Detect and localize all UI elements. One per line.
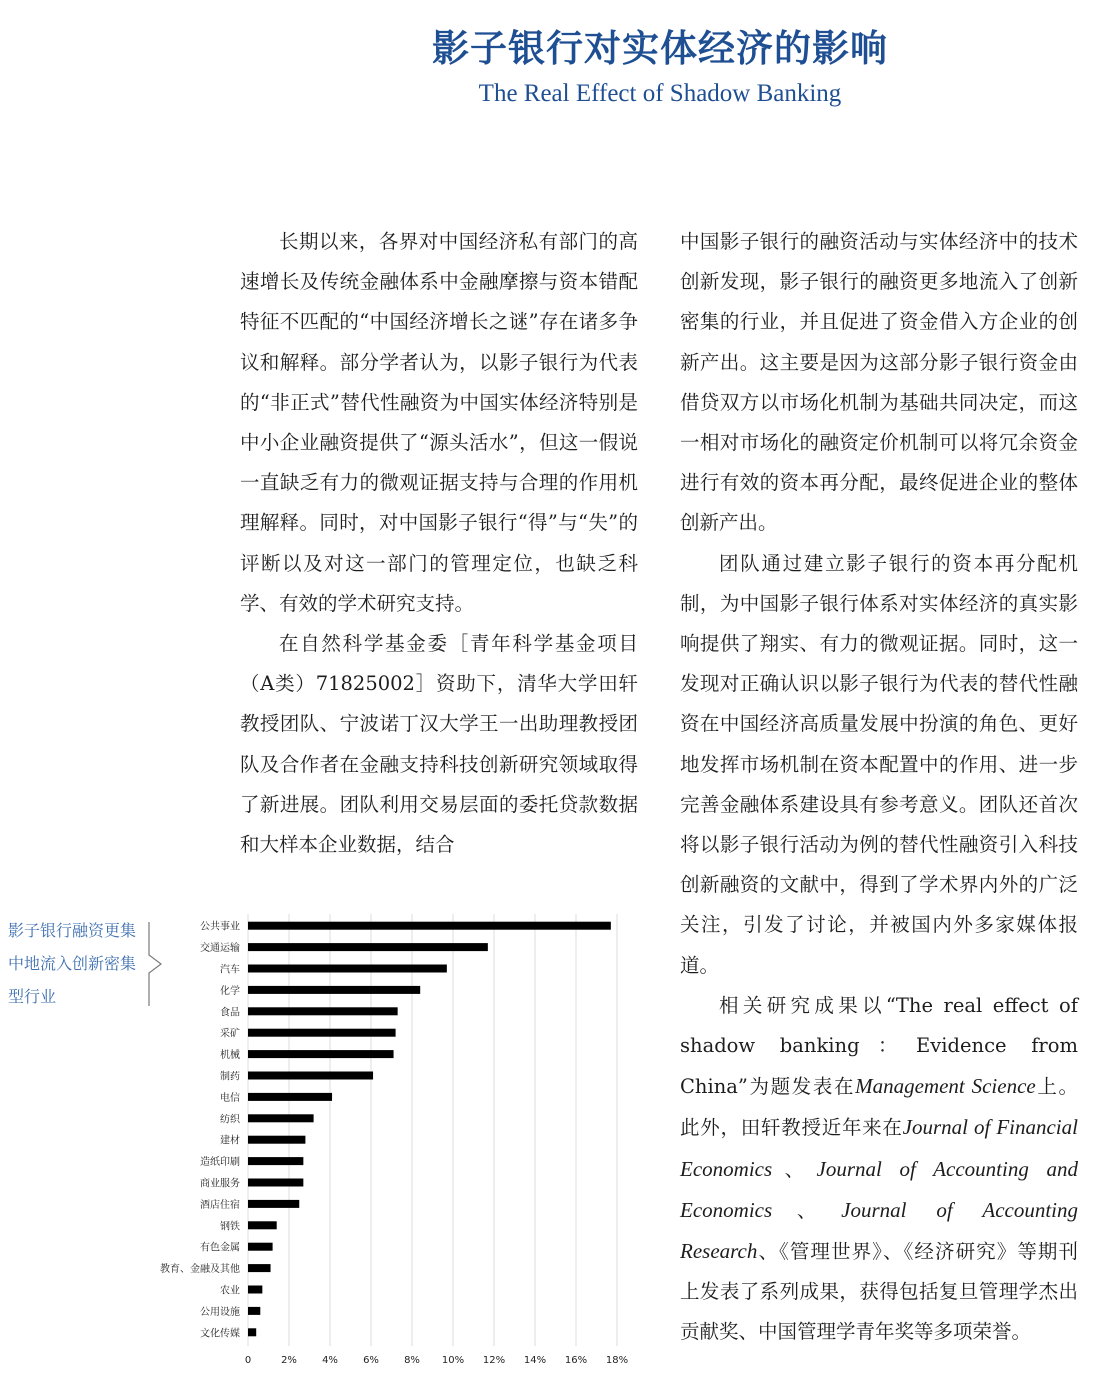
paragraph-significance: 团队通过建立影子银行的资本再分配机制，为中国影子银行体系对实体经济的真实影响提供了翔实、有力的微观证据。同时，这一发现对正确认识以影子银行为代表的替代性融资在中国经济高质量发展中扮演的角色、更好地发挥市场机制在资本配置中的作用、进一步完善金融体系建设具有参考意义。团队还首次将以影子银行活动为例的替代性融资引入科技创新融资的文献中，得到了学术界内外的广泛关注，引发了讨论，并被国内外多家媒体报道。 [680, 551, 1078, 977]
paragraph-publication [680, 986, 1078, 1353]
x-tick-label: 0 [244, 1355, 252, 1366]
category-label: 交通运输 [200, 943, 240, 955]
left-column [240, 222, 638, 865]
bar-chart [130, 912, 650, 1372]
x-tick-label: 2% [281, 1355, 297, 1366]
bar [248, 1264, 271, 1272]
publication-text: 相关研究成果以“The real effect of shadow banking：Evidence from China”为题发表在 [680, 993, 1078, 1099]
journal-name: Management Science [855, 1074, 1036, 1099]
bar [248, 1072, 373, 1080]
category-label: 电信 [220, 1092, 240, 1104]
chart-caption: 影子银行融资更集中地流入创新密集型行业 [8, 921, 137, 1006]
category-label: 有色金属 [200, 1242, 240, 1254]
right-column [680, 222, 1078, 1353]
category-label: 食品 [220, 1007, 240, 1019]
bar [248, 1179, 303, 1187]
x-tick-label: 16% [564, 1355, 588, 1366]
bar [248, 1007, 398, 1015]
category-label: 建材 [220, 1135, 240, 1147]
journal-name: Journal of Financial Economics [680, 1115, 1078, 1181]
x-tick-label: 6% [363, 1355, 379, 1366]
journal-name: Journal of Accounting Research [680, 1197, 1078, 1264]
bar [248, 943, 488, 951]
publication-text: 上。此外，田轩教授近年来在 [680, 1075, 1078, 1140]
category-label: 汽车 [220, 964, 240, 976]
bar [248, 1307, 260, 1315]
bar [248, 1328, 256, 1336]
bar [248, 1114, 314, 1122]
category-label: 化学 [220, 985, 240, 997]
category-label: 教育、金融及其他 [160, 1264, 240, 1276]
bar [248, 1200, 299, 1208]
category-label: 钢铁 [220, 1221, 240, 1233]
x-tick-label: 8% [404, 1355, 420, 1366]
category-label: 农业 [220, 1285, 240, 1297]
category-label: 酒店住宿 [200, 1199, 240, 1211]
page-title: 影子银行对实体经济的影响 [432, 27, 888, 70]
category-label: 纺织 [220, 1114, 240, 1126]
category-label: 公共事业 [200, 921, 240, 933]
paragraph-funding: 在自然科学基金委［青年科学基金项目（A类）71825002］资助下，清华大学田轩教授团队、宁波诺丁汉大学王一出助理教授团队及合作者在金融支持科技创新研究领域取得了新进展。团队利用交易层面的委托贷款数据和大样本企业数据，结合 [240, 632, 638, 857]
bar [248, 1029, 396, 1037]
publication-text: 、 [772, 1157, 817, 1181]
x-tick-label: 12% [482, 1355, 506, 1366]
bar [248, 1221, 277, 1229]
x-tick-label: 10% [441, 1355, 465, 1366]
bar [248, 922, 611, 930]
bar [248, 965, 447, 973]
category-label: 商业服务 [200, 1178, 240, 1190]
page-subtitle: The Real Effect of Shadow Banking [478, 80, 842, 107]
bar [248, 1157, 303, 1165]
category-label: 公用设施 [200, 1306, 240, 1318]
category-label: 造纸印刷 [200, 1157, 240, 1169]
paragraph-intro: 长期以来，各界对中国经济私有部门的高速增长及传统金融体系中金融摩擦与资本错配特征不匹配的“中国经济增长之谜”存在诸多争议和解释。部分学者认为，以影子银行为代表的“非正式”替代性融资为中国实体经济特别是中小企业融资提供了“源头活水”，但这一假说一直缺乏有力的微观证据支持与合理的作用机理解释。同时，对中国影子银行“得”与“失”的评断以及对这一部门的管理定位，也缺乏科学、有效的学术研究支持。 [240, 230, 638, 615]
x-tick-label: 18% [605, 1355, 629, 1366]
publication-text: 、《管理世界》、《经济研究》等期刊上发表了系列成果，获得包括复旦管理学杰出贡献奖、中国管理学青年奖等多项荣誉。 [680, 1240, 1078, 1344]
x-tick-label: 4% [322, 1355, 338, 1366]
bar [248, 1050, 394, 1058]
bar [248, 1243, 273, 1251]
bar [248, 986, 420, 994]
journal-name: Journal of Accounting and Economics [680, 1156, 1078, 1222]
category-label: 文化传媒 [200, 1328, 240, 1340]
category-label: 采矿 [220, 1028, 240, 1040]
publication-text: 、 [772, 1198, 842, 1222]
bar [248, 1286, 262, 1294]
category-label: 机械 [220, 1050, 240, 1062]
bar [248, 1136, 305, 1144]
paragraph-findings: 中国影子银行的融资活动与实体经济中的技术创新发现，影子银行的融资更多地流入了创新密集的行业，并且促进了资金借入方企业的创新产出。这主要是因为这部分影子银行资金由借贷双方以市场化机制为基础共同决定，而这一相对市场化的融资定价机制可以将冗余资金进行有效的资本再分配，最终促进企业的整体创新产出。 [680, 230, 1078, 535]
x-tick-label: 14% [523, 1355, 547, 1366]
category-label: 制药 [220, 1071, 240, 1083]
bar [248, 1093, 332, 1101]
